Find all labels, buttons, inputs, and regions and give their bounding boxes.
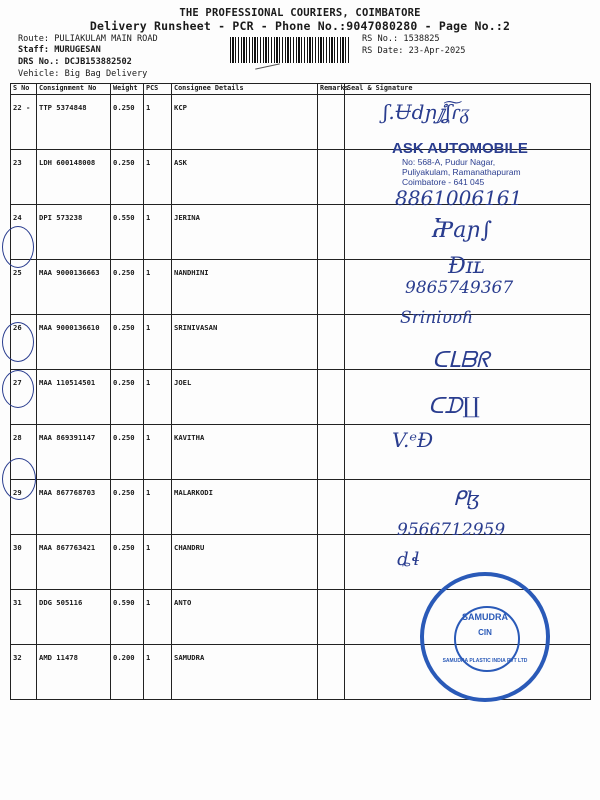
signature: ᑕᒪᗷᖇ <box>432 348 490 373</box>
row-consignment: MAA 110514501 <box>37 370 111 425</box>
stamp-line: No: 568-A, Pudur Nagar, <box>402 157 496 167</box>
table-header-row <box>11 84 591 95</box>
row-sno: 22 - <box>11 95 37 150</box>
row-remarks <box>318 590 345 645</box>
handwritten-phone: 9566712959 <box>397 520 506 540</box>
col-signature-header: Seal & Signature <box>345 84 591 95</box>
row-pcs: 1 <box>144 370 172 425</box>
pen-mark <box>255 63 280 69</box>
samudra-company-seal <box>420 572 550 702</box>
row-pcs: 1 <box>144 645 172 700</box>
row-pcs: 1 <box>144 95 172 150</box>
row-weight: 0.250 <box>111 95 144 150</box>
col-remarks-header: Remarks <box>318 84 345 95</box>
rs-date-label: RS Date: 23-Apr-2025 <box>362 46 466 56</box>
row-remarks <box>318 645 345 700</box>
row-sno: 26 <box>11 315 37 370</box>
signature: ȡɬ <box>397 549 420 570</box>
col-sno-header: S No <box>11 84 37 95</box>
row-remarks <box>318 205 345 260</box>
row-consignee: JOEL <box>172 370 318 425</box>
row-consignee: ASK <box>172 150 318 205</box>
row-consignment: MAA 9000136610 <box>37 315 111 370</box>
route-label: Route: PULIAKULAM MAIN ROAD <box>18 34 158 44</box>
row-remarks <box>318 260 345 315</box>
row-sno: 29 <box>11 480 37 535</box>
table-row <box>11 370 591 425</box>
row-remarks <box>318 425 345 480</box>
col-consignee-header: Consignee Details <box>172 84 318 95</box>
row-consignment: MAA 867763421 <box>37 535 111 590</box>
stamp-line: Puliyakulam, Ramanathapuram <box>402 167 521 177</box>
company-title: THE PROFESSIONAL COURIERS, COIMBATORE <box>179 7 421 19</box>
row-consignee: MALARKODI <box>172 480 318 535</box>
row-sno: 32 <box>11 645 37 700</box>
signature: ᑭɮ <box>453 486 480 510</box>
row-consignee: KAVITHA <box>172 425 318 480</box>
row-consignment: DDG 505116 <box>37 590 111 645</box>
pen-circle <box>2 458 36 500</box>
row-sno: 31 <box>11 590 37 645</box>
row-consignee: ANTO <box>172 590 318 645</box>
runsheet-title: Delivery Runsheet - PCR - Phone No.:9047080280 - Page No.:2 <box>89 19 511 33</box>
row-pcs: 1 <box>144 480 172 535</box>
seal-top-text: SAMUDRA <box>462 612 508 622</box>
row-pcs: 1 <box>144 260 172 315</box>
row-consignment: DPI 573238 <box>37 205 111 260</box>
row-weight: 0.250 <box>111 535 144 590</box>
row-consignment: AMD 11478 <box>37 645 111 700</box>
signature: Sriniυɐɦ <box>400 308 474 328</box>
row-weight: 0.250 <box>111 260 144 315</box>
pen-circle <box>2 322 34 362</box>
row-sno: 25 <box>11 260 37 315</box>
row-sno: 27 <box>11 370 37 425</box>
row-weight: 0.250 <box>111 315 144 370</box>
row-consignee: JERINA <box>172 205 318 260</box>
handwritten-phone: 8861006161 <box>395 186 523 210</box>
col-pcs-header: PCS <box>144 84 172 95</box>
row-pcs: 1 <box>144 150 172 205</box>
vehicle-label: Vehicle: Big Bag Delivery <box>18 69 148 79</box>
row-consignment: MAA 869391147 <box>37 425 111 480</box>
row-remarks <box>318 315 345 370</box>
row-weight: 0.200 <box>111 645 144 700</box>
row-remarks <box>318 480 345 535</box>
row-consignee: SAMUDRA <box>172 645 318 700</box>
col-weight-header: Weight <box>111 84 144 95</box>
row-remarks <box>318 95 345 150</box>
row-consignment: MAA 867768703 <box>37 480 111 535</box>
row-remarks <box>318 150 345 205</box>
row-weight: 0.590 <box>111 590 144 645</box>
row-pcs: 1 <box>144 315 172 370</box>
stamp-title: ASK AUTOMOBILE <box>392 140 528 157</box>
pen-circle <box>2 370 34 408</box>
signature: V.ᵉƉ <box>392 428 434 452</box>
row-pcs: 1 <box>144 205 172 260</box>
row-signature <box>345 425 591 480</box>
row-weight: 0.250 <box>111 370 144 425</box>
row-weight: 0.550 <box>111 205 144 260</box>
row-consignee: CHANDRU <box>172 535 318 590</box>
row-weight: 0.250 <box>111 150 144 205</box>
table-row <box>11 425 591 480</box>
row-sno: 28 <box>11 425 37 480</box>
table-row <box>11 205 591 260</box>
stamp-line: Coimbatore - 641 045 <box>402 177 485 187</box>
row-pcs: 1 <box>144 535 172 590</box>
signature: Ⴟaɲ∫ <box>432 218 493 243</box>
signature: ʃ.Ʉdɲⅉʆ͠ɾᵹ <box>383 100 470 124</box>
rs-no-label: RS No.: 1538825 <box>362 34 440 44</box>
row-consignment: TTP 5374848 <box>37 95 111 150</box>
row-consignee: NANDHINI <box>172 260 318 315</box>
table-row <box>11 315 591 370</box>
seal-mid-text: CIN <box>478 628 492 637</box>
row-consignee: KCP <box>172 95 318 150</box>
row-consignee: SRINIVASAN <box>172 315 318 370</box>
row-sno: 24 <box>11 205 37 260</box>
barcode <box>230 37 350 63</box>
signature: ᑕᗪ∐ <box>428 394 480 419</box>
row-weight: 0.250 <box>111 425 144 480</box>
row-sno: 23 <box>11 150 37 205</box>
col-consignment-header: Consignment No <box>37 84 111 95</box>
ask-automobile-stamp <box>392 140 572 187</box>
handwritten-phone: 9865749367 <box>405 278 514 298</box>
staff-label: Staff: MURUGESAN <box>18 45 101 55</box>
row-pcs: 1 <box>144 590 172 645</box>
row-consignment: MAA 9000136663 <box>37 260 111 315</box>
seal-bottom-text: SAMUDRA PLASTIC INDIA PVT LTD <box>442 658 528 664</box>
row-sno: 30 <box>11 535 37 590</box>
row-weight: 0.250 <box>111 480 144 535</box>
row-remarks <box>318 370 345 425</box>
drs-label: DRS No.: DCJB153882502 <box>18 57 132 67</box>
row-consignment: LDH 600148008 <box>37 150 111 205</box>
row-pcs: 1 <box>144 425 172 480</box>
row-remarks <box>318 535 345 590</box>
pen-circle <box>2 226 34 268</box>
signature: Ðɪʟ <box>448 254 485 279</box>
